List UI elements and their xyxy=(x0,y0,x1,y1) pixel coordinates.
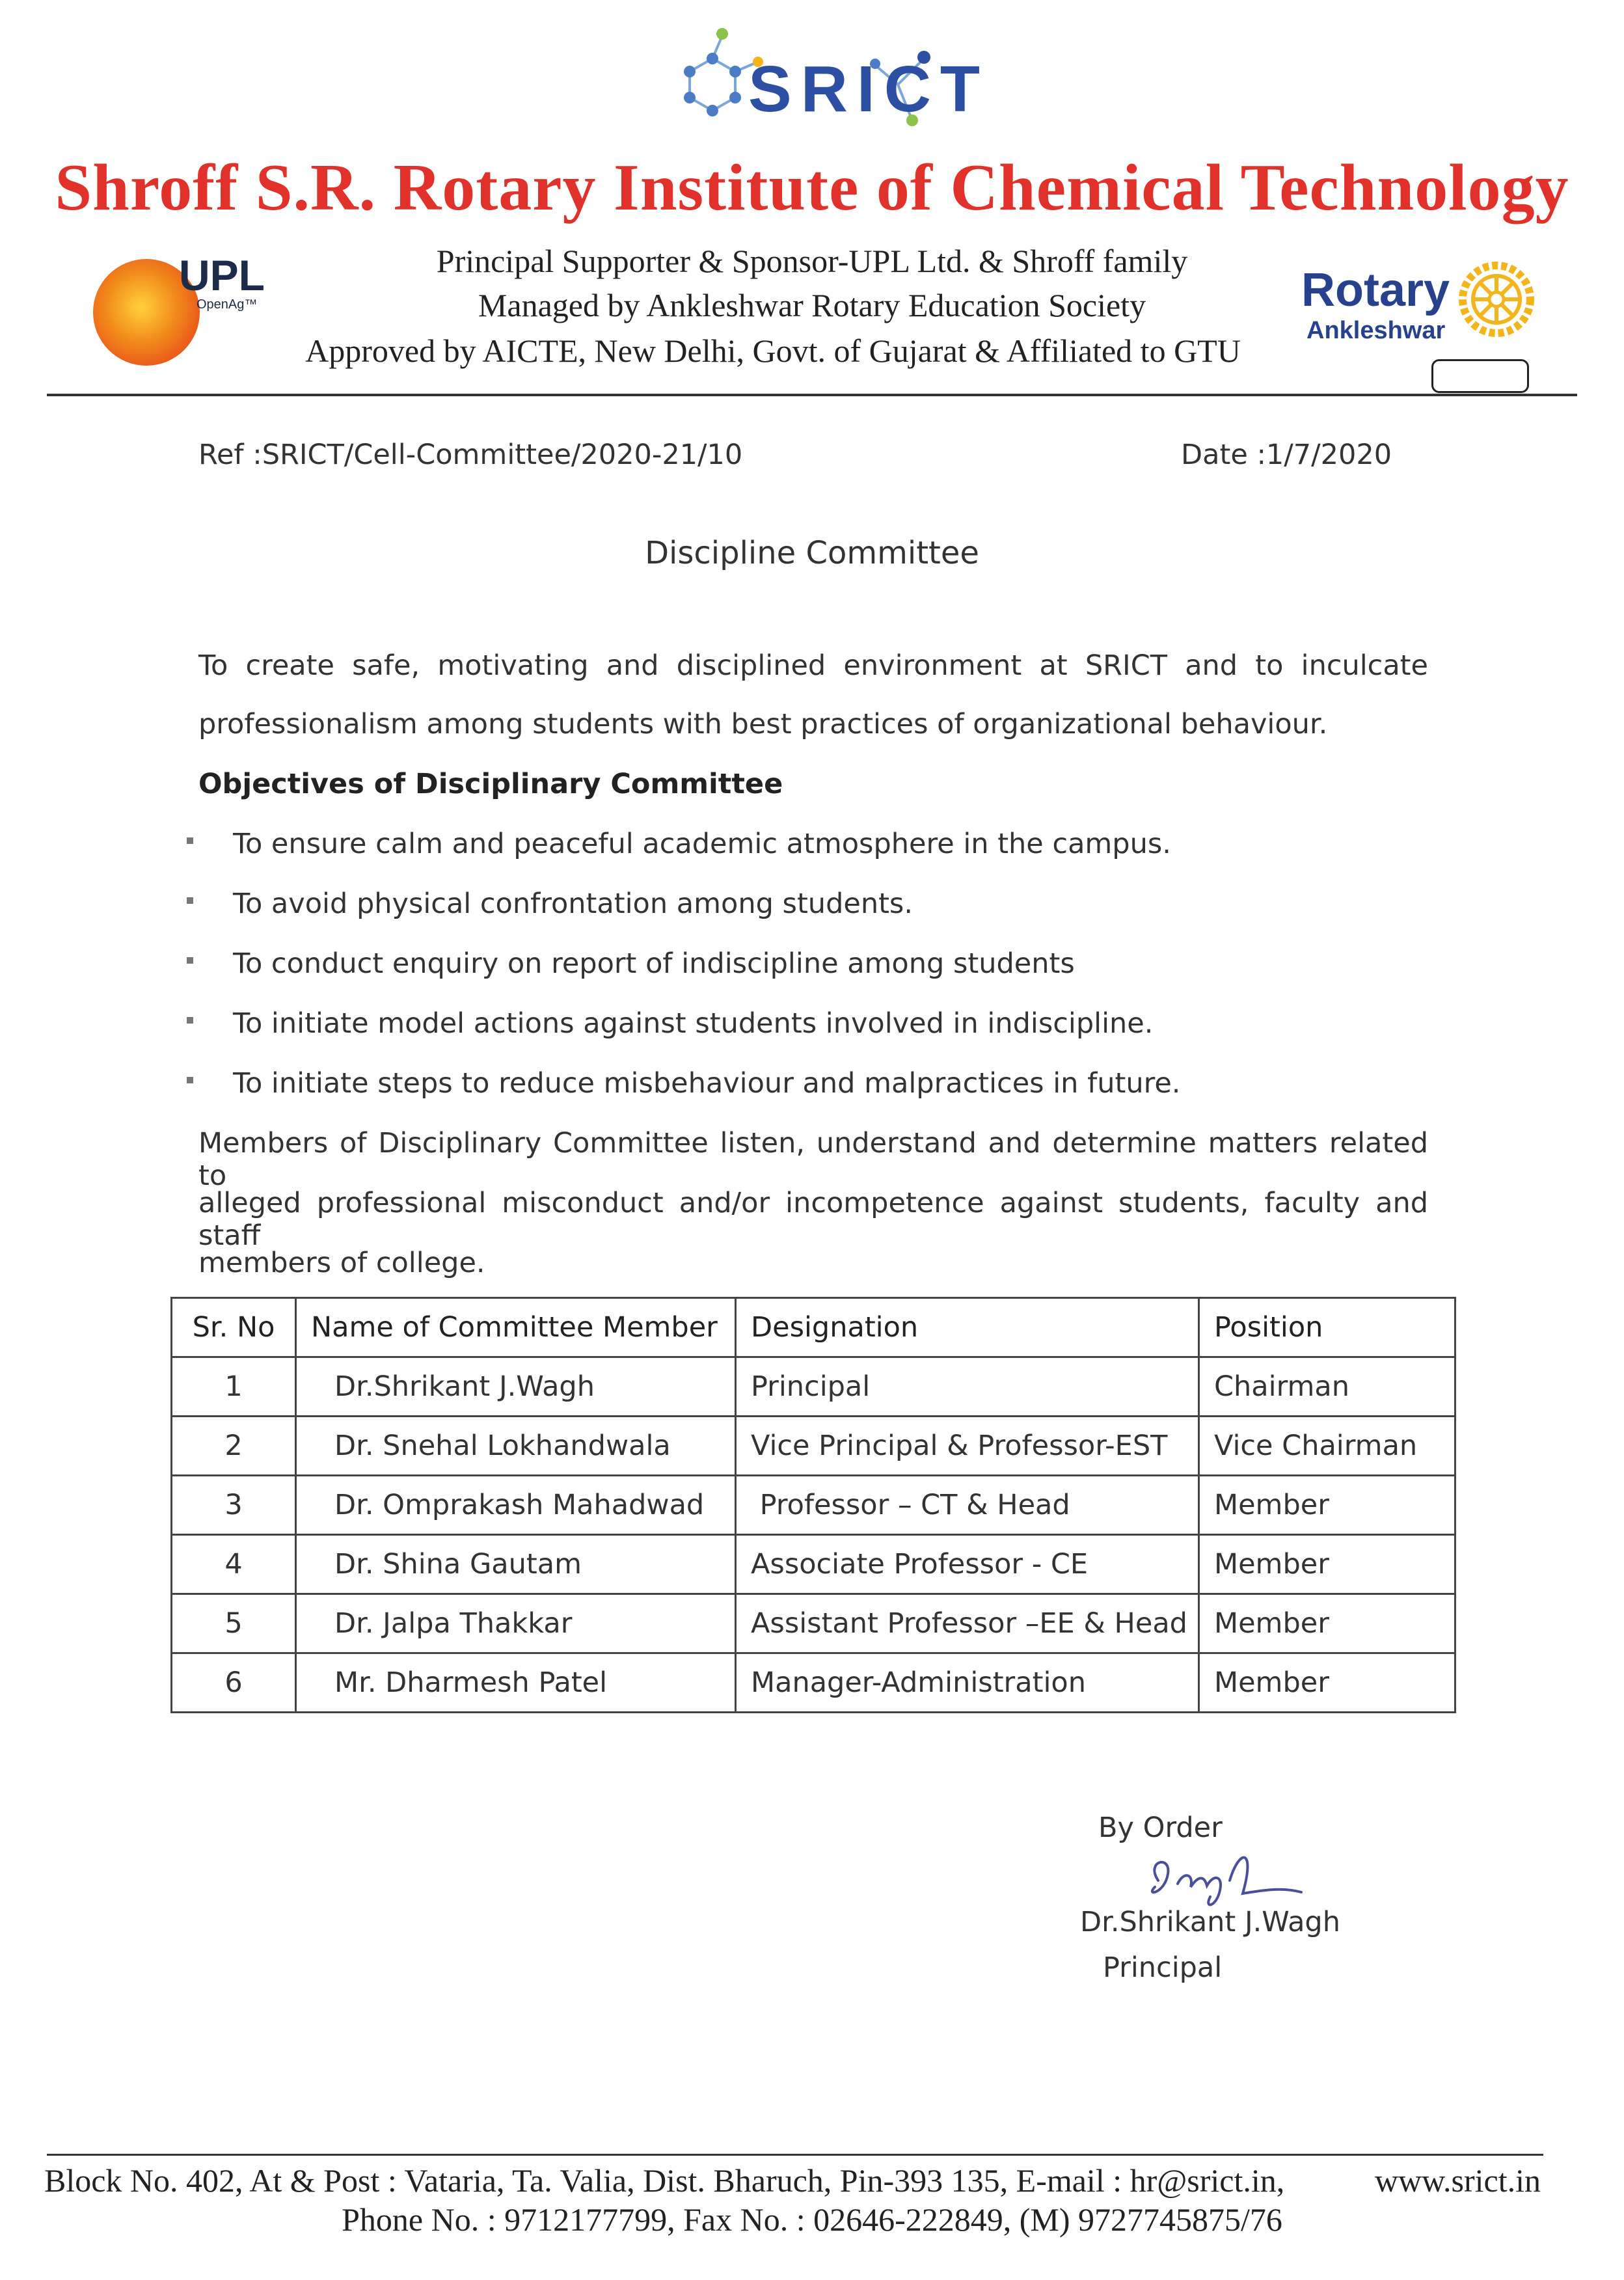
table-row xyxy=(172,1653,1455,1713)
signatory-title: Principal xyxy=(1103,1951,1223,1984)
intro-line-2: professionalism among students with best practices of organizational behaviour. xyxy=(198,708,1328,740)
header-divider xyxy=(47,394,1577,396)
footer-address-line xyxy=(44,2162,1541,2199)
header-sr-no: Sr. No xyxy=(172,1298,296,1357)
rotary-logo-text: Rotary xyxy=(1301,264,1450,316)
upl-logo-text: UPL xyxy=(179,251,265,299)
header-managed-line: Managed by Ankleshwar Rotary Education Society xyxy=(478,287,1146,323)
table-header-row xyxy=(172,1298,1455,1357)
cell-designation: Vice Principal & Professor-EST xyxy=(736,1417,1199,1476)
objective-item: To conduct enquiry on report of indiscipline among students xyxy=(233,947,1075,980)
header-member-name: Name of Committee Member xyxy=(296,1298,736,1357)
cell-designation: Assistant Professor –EE & Head xyxy=(736,1594,1199,1653)
cell-sr-no: 4 xyxy=(172,1535,296,1594)
cell-sr-no: 5 xyxy=(172,1594,296,1653)
table-row xyxy=(172,1357,1455,1417)
members-line-2: alleged professional misconduct and/or incompetence against students, faculty and staff xyxy=(198,1187,1428,1252)
bullet-icon xyxy=(187,1017,193,1024)
cell-sr-no: 6 xyxy=(172,1653,296,1713)
bullet-icon xyxy=(187,897,193,904)
bullet-icon xyxy=(187,1077,193,1083)
footer-address: Block No. 402, At & Post : Vataria, Ta. Valia, Dist. Bharuch, Pin-393 135, E-mail : hr@srict.in, xyxy=(44,2162,1285,2199)
bullet-icon xyxy=(187,957,193,964)
objective-item: To avoid physical confrontation among students. xyxy=(233,888,913,920)
bullet-icon xyxy=(187,837,193,844)
rotary-logo-subtext: Ankleshwar xyxy=(1306,317,1446,344)
table-row xyxy=(172,1476,1455,1535)
cell-member-name: Mr. Dharmesh Patel xyxy=(296,1653,736,1713)
cell-member-name: Dr. Jalpa Thakkar xyxy=(296,1594,736,1653)
header-stamp-box xyxy=(1431,359,1529,393)
cell-position: Member xyxy=(1199,1535,1455,1594)
document-date: Date :1/7/2020 xyxy=(1181,439,1392,471)
members-line-3: members of college. xyxy=(198,1247,485,1279)
cell-sr-no: 2 xyxy=(172,1417,296,1476)
footer-divider xyxy=(47,2154,1543,2156)
by-order-label: By Order xyxy=(1098,1812,1223,1844)
cell-position: Vice Chairman xyxy=(1199,1417,1455,1476)
table-row xyxy=(172,1594,1455,1653)
upl-logo-subtext: OpenAg™ xyxy=(196,297,258,312)
cell-sr-no: 1 xyxy=(172,1357,296,1417)
table-row xyxy=(172,1535,1455,1594)
header-position: Position xyxy=(1199,1298,1455,1357)
cell-sr-no: 3 xyxy=(172,1476,296,1535)
srict-logo-text: SRICT xyxy=(748,53,989,126)
objectives-heading: Objectives of Disciplinary Committee xyxy=(198,768,783,800)
header-sponsor-line: Principal Supporter & Sponsor-UPL Ltd. & Shroff family xyxy=(436,243,1188,279)
rotary-wheel-icon xyxy=(1457,260,1536,338)
signatory-name: Dr.Shrikant J.Wagh xyxy=(1080,1906,1340,1938)
cell-position: Member xyxy=(1199,1653,1455,1713)
objective-item: To ensure calm and peaceful academic atmosphere in the campus. xyxy=(233,828,1171,860)
footer-website: www.srict.in xyxy=(1374,2162,1541,2199)
cell-position: Chairman xyxy=(1199,1357,1455,1417)
header-designation: Designation xyxy=(736,1298,1199,1357)
cell-member-name: Dr. Snehal Lokhandwala xyxy=(296,1417,736,1476)
cell-position: Member xyxy=(1199,1476,1455,1535)
committee-table xyxy=(170,1297,1456,1713)
cell-designation: Professor – CT & Head xyxy=(736,1476,1199,1535)
cell-member-name: Dr. Omprakash Mahadwad xyxy=(296,1476,736,1535)
header-approved-line: Approved by AICTE, New Delhi, Govt. of Gujarat & Affiliated to GTU xyxy=(305,332,1241,369)
objective-item: To initiate model actions against students involved in indiscipline. xyxy=(233,1007,1154,1040)
cell-member-name: Dr.Shrikant J.Wagh xyxy=(296,1357,736,1417)
objective-item: To initiate steps to reduce misbehaviour and malpractices in future. xyxy=(233,1067,1181,1100)
intro-line-1: To create safe, motivating and disciplined environment at SRICT and to inculcate xyxy=(198,649,1428,682)
institute-name: Shroff S.R. Rotary Institute of Chemical Technology xyxy=(55,151,1569,224)
cell-position: Member xyxy=(1199,1594,1455,1653)
footer-phone-line: Phone No. : 9712177799, Fax No. : 02646-222849, (M) 9727745875/76 xyxy=(342,2201,1282,2238)
document-title: Discipline Committee xyxy=(645,535,979,571)
cell-designation: Manager-Administration xyxy=(736,1653,1199,1713)
cell-member-name: Dr. Shina Gautam xyxy=(296,1535,736,1594)
cell-designation: Associate Professor - CE xyxy=(736,1535,1199,1594)
members-line-1: Members of Disciplinary Committee listen, understand and determine matters related to xyxy=(198,1127,1428,1192)
cell-designation: Principal xyxy=(736,1357,1199,1417)
reference-number: Ref :SRICT/Cell-Committee/2020-21/10 xyxy=(198,439,743,471)
table-row xyxy=(172,1417,1455,1476)
